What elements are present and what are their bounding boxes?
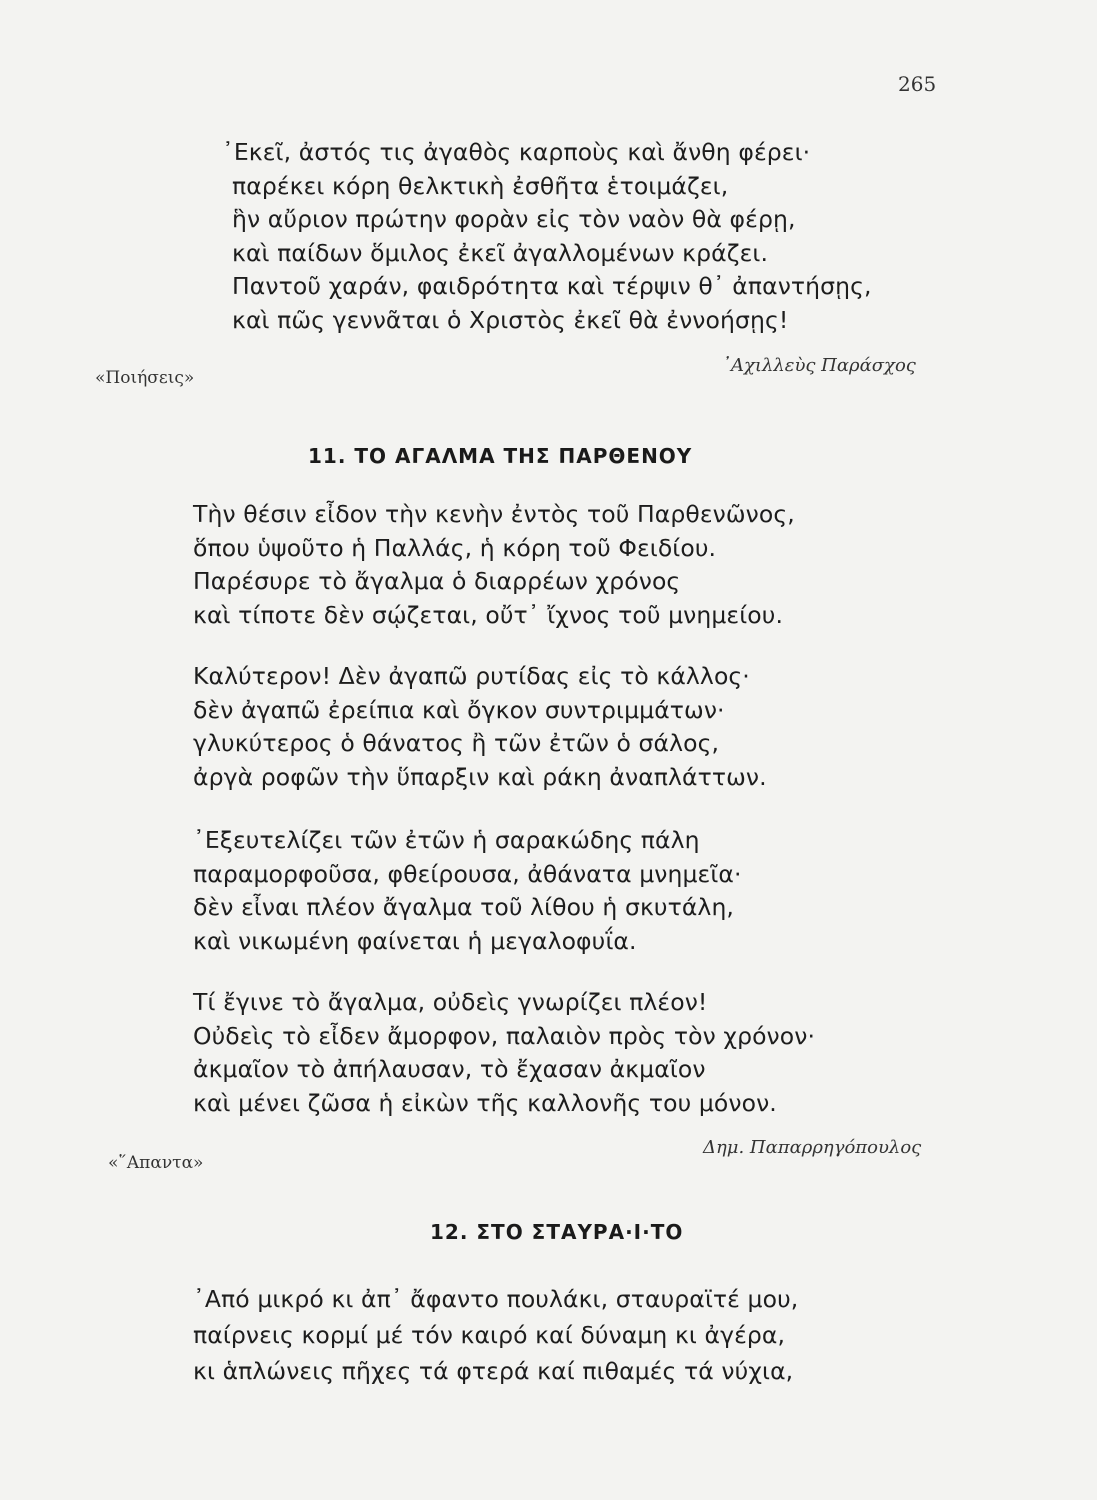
poem-line: Οὐδεὶς τὸ εἶδεν ἄμορφον, παλαιὸν πρὸς τὸν χρόνον·	[193, 1021, 816, 1050]
poem-line: παρέκει κόρη θελκτικὴ ἐσθῆτα ἑτοιμάζει,	[232, 171, 729, 200]
poem-line: παίρνεις κορμί μέ τόν καιρό καί δύναμη κι ἀγέρα,	[193, 1321, 786, 1349]
poem-line: κι ἁπλώνεις πῆχες τά φτερά καί πιθαμές τά νύχια,	[193, 1357, 794, 1385]
poem-line: Καλύτερον! Δὲν ἀγαπῶ ρυτίδας εἰς τὸ κάλλος·	[193, 662, 750, 690]
poem-line: ᾿Από μικρό κι ἀπ᾿ ἄφαντο πουλάκι, σταυραϊτέ μου,	[193, 1285, 799, 1313]
poem-line: καὶ τίποτε δὲν σῴζεται, οὔτ᾿ ἴχνος τοῦ μνημείου.	[193, 600, 784, 629]
poem-line: γλυκύτερος ὁ θάνατος ἢ τῶν ἐτῶν ὁ σάλος,	[193, 729, 720, 757]
poem-line: δὲν εἶναι πλέον ἄγαλμα τοῦ λίθου ἡ σκυτάλη,	[193, 893, 735, 921]
poem11-author: Δημ. Παπαρρηγόπουλος	[703, 1137, 922, 1158]
poem-line: Παρέσυρε τὸ ἄγαλμα ὁ διαρρέων χρόνος	[193, 567, 681, 595]
poem11-heading: 11. ΤΟ ΑΓΑΛΜΑ ΤΗΣ ΠΑΡΘΕΝΟΥ	[308, 444, 693, 468]
poem-line: καὶ πῶς γεννᾶται ὁ Χριστὸς ἐκεῖ θὰ ἐννοήσῃς!	[232, 305, 789, 334]
poem-line: καὶ μένει ζῶσα ἡ εἰκὼν τῆς καλλονῆς του μόνον.	[193, 1088, 777, 1117]
poem-line: δὲν ἀγαπῶ ἐρείπια καὶ ὄγκον συντριμμάτων·	[193, 695, 725, 724]
poem-line: Παντοῦ χαράν, φαιδρότητα καὶ τέρψιν θ᾿ ἀπαντήσῃς,	[232, 272, 872, 300]
poem10-source: «Ποιήσεις»	[95, 368, 195, 388]
poem12-heading: 12. ΣΤΟ ΣΤΑΥΡΑ·Ι·ΤΟ	[430, 1220, 684, 1244]
poem-line: ὅπου ὑψοῦτο ἡ Παλλάς, ἡ κόρη τοῦ Φειδίου.	[193, 533, 717, 562]
poem12-stanza	[193, 1281, 798, 1389]
poem11-stanza-3	[193, 824, 742, 958]
poem-line: ᾿Εκεῖ, ἀστός τις ἀγαθὸς καρποὺς καὶ ἄνθη φέρει·	[222, 138, 811, 166]
poem11-source: «῞Απαντα»	[108, 1153, 204, 1173]
poem11-stanza-1	[193, 498, 795, 632]
poem-line: Τί ἔγινε τὸ ἄγαλμα, οὐδεὶς γνωρίζει πλέον!	[193, 988, 708, 1016]
poem-line: Τὴν θέσιν εἶδον τὴν κενὴν ἐντὸς τοῦ Παρθενῶνος,	[193, 500, 795, 528]
poem-line: παραμορφοῦσα, φθείρουσα, ἀθάνατα μνημεῖα·	[193, 859, 742, 888]
poem-line: καὶ παίδων ὅμιλος ἐκεῖ ἀγαλλομένων κράζει.	[232, 238, 769, 267]
poem-line: ἀκμαῖον τὸ ἀπήλαυσαν, τὸ ἔχασαν ἀκμαῖον	[193, 1055, 706, 1083]
poem-line: ἣν αὔριον πρώτην φορὰν εἰς τὸν ναὸν θὰ φέρῃ,	[232, 205, 796, 233]
poem10-author: ᾿Αχιλλεὺς Παράσχος	[722, 355, 916, 376]
page-number: 265	[898, 72, 937, 96]
poem10-stanza	[222, 136, 872, 337]
poem-line: καὶ νικωμένη φαίνεται ἡ μεγαλοφυΐα.	[193, 926, 637, 955]
poem-line: ἀργὰ ροφῶν τὴν ὕπαρξιν καὶ ράκη ἀναπλάττων.	[193, 762, 767, 791]
poem11-stanza-4	[193, 986, 815, 1120]
poem-line: ᾿Εξευτελίζει τῶν ἐτῶν ἡ σαρακώδης πάλη	[193, 826, 700, 854]
poem11-stanza-2	[193, 660, 767, 794]
